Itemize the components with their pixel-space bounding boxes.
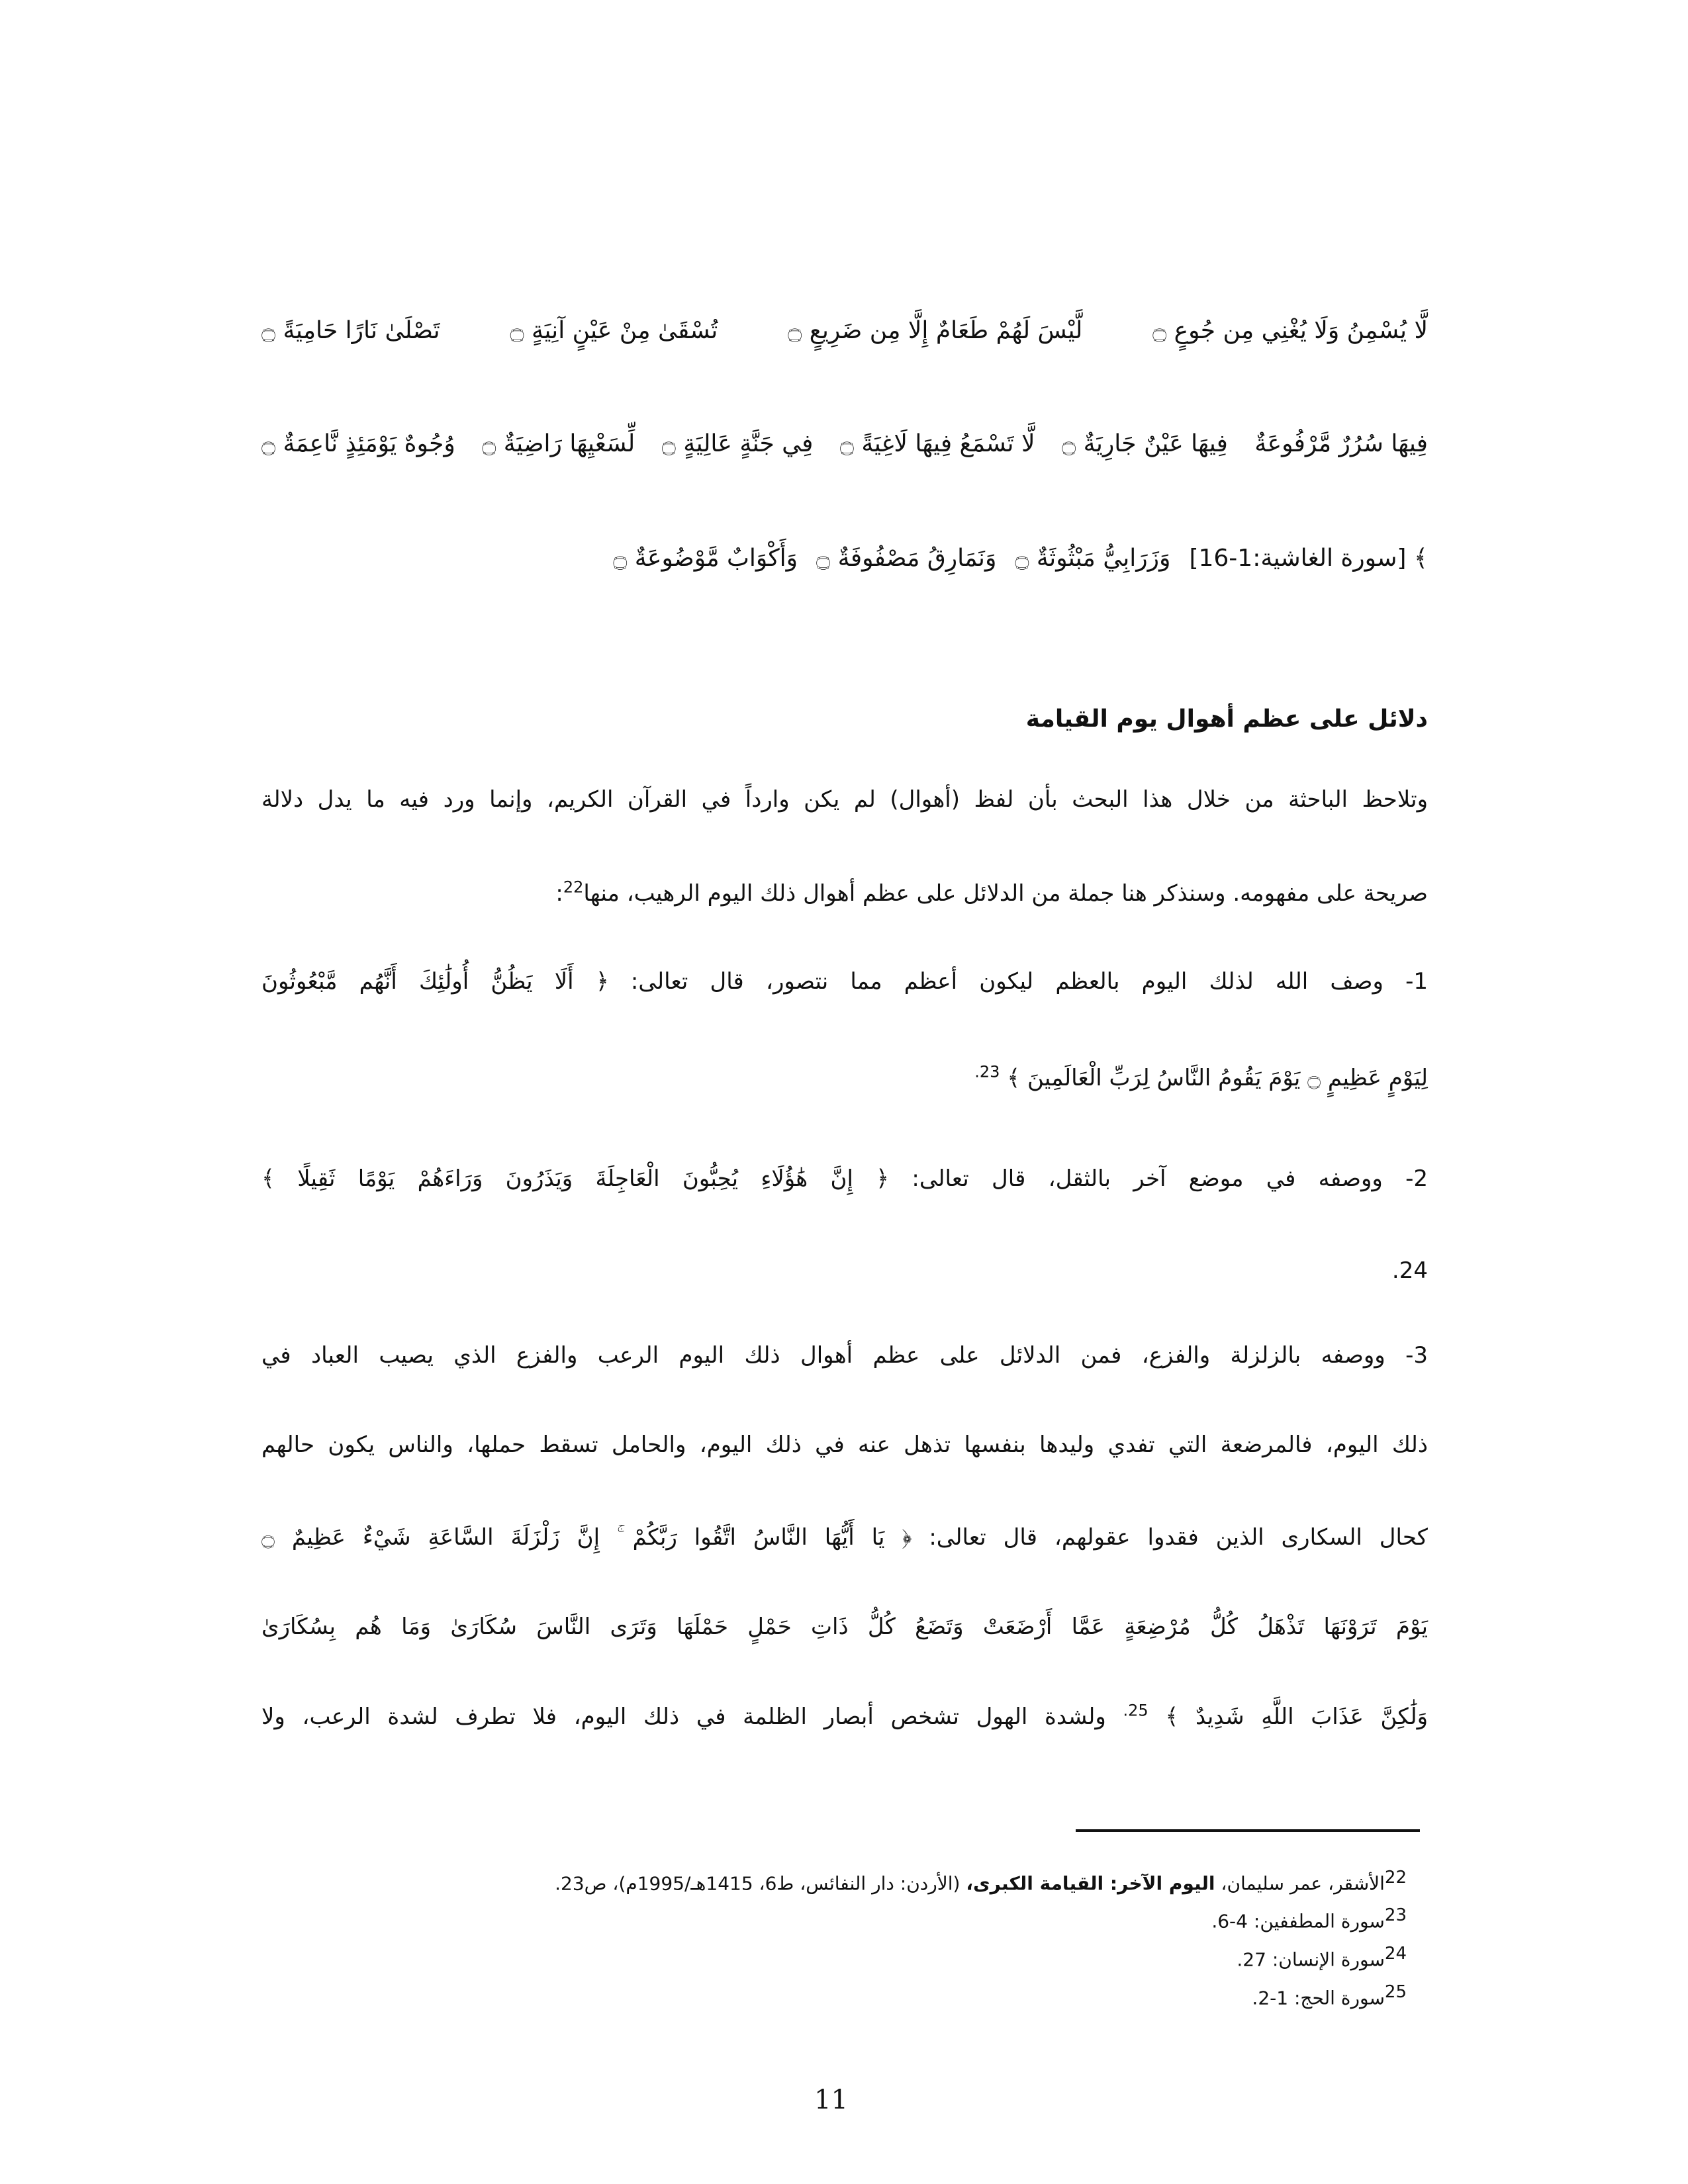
book-title: اليوم الآخر: القيامة الكبرى، xyxy=(966,1872,1215,1895)
paragraph-line: ذلك اليوم، فالمرضعة التي تفدي وليدها بنفسها تذهل عنه في ذلك اليوم، والحامل تسقط حملها، والناس يكون حالهم xyxy=(261,1432,1428,1458)
paragraph-line: وتلاحظ الباحثة من خلال هذا البحث بأن لفظ (أهوال) لم يكن وارداً في القرآن الكريم، وإنما ورد فيه ما يدل دلالة xyxy=(261,786,1428,813)
footnote-23 xyxy=(1211,1901,1407,1936)
text: صريحة على مفهومه. وسنذكر هنا جملة من الدلائل على عظم أهوال ذلك اليوم الرهيب، منها xyxy=(583,880,1428,907)
verse: فِيهَا سُرُرٌ مَّرْفُوعَةٌ xyxy=(1254,430,1428,457)
verse: فِي جَنَّةٍ عَالِيَةٍ ۝ xyxy=(661,430,814,457)
footnote-22 xyxy=(555,1863,1407,1898)
verse: تُسْقَىٰ مِنْ عَيْنٍ آنِيَةٍ ۝ xyxy=(510,317,718,344)
paragraph-line xyxy=(261,1697,1428,1737)
verse: لَّا يُسْمِنُ وَلَا يُغْنِي مِن جُوعٍ ۝ xyxy=(1152,317,1428,344)
text: سورة المطففين: 4-6. xyxy=(1211,1910,1385,1933)
verse: لَّيْسَ لَهُمْ طَعَامٌ إِلَّا مِن ضَرِيعٍ ۝ xyxy=(788,317,1083,344)
footnote-number: 22 xyxy=(1384,1868,1407,1888)
text: ولشدة الهول تشخص أبصار الظلمة في ذلك اليوم، فلا تطرف لشدة الرعب، ولا xyxy=(261,1704,1106,1730)
quran-line-1 xyxy=(261,311,1428,351)
text: لِيَوْمٍ عَظِيمٍ ۝ يَوْمَ يَقُومُ النَّاسُ لِرَبِّ الْعَالَمِينَ ﴾ xyxy=(1007,1065,1428,1091)
footnote-divider xyxy=(1076,1829,1420,1832)
text: سورة الحج: 1-2. xyxy=(1252,1987,1385,2009)
text: (الأردن: دار النفائس، ط6، 1415هـ/1995م)، ص23. xyxy=(555,1872,966,1895)
footnote-number: 24 xyxy=(1384,1944,1407,1964)
paragraph-line: كحال السكارى الذين فقدوا عقولهم، قال تعالى: ﴿ يَا أَيُّهَا النَّاسُ اتَّقُوا رَبَّكُمْ ۚ إِنَّ زَلْزَلَةَ السَّاعَةِ شَيْءٌ عَظِيمٌ ۝ xyxy=(261,1524,1428,1551)
text: سورة الإنسان: 27. xyxy=(1237,1948,1385,1971)
footnote-number: 23 xyxy=(1384,1905,1407,1925)
verse: وَأَكْوَابٌ مَّوْضُوعَةٌ ۝ xyxy=(613,545,798,572)
quran-line-3 xyxy=(261,539,1428,578)
text: : xyxy=(555,880,563,907)
section-heading: دلائل على عظم أهوال يوم القيامة xyxy=(1025,705,1428,733)
footnote-25 xyxy=(1252,1978,1407,2013)
citation: ﴾ [سورة الغاشية:1-16] xyxy=(1189,545,1428,572)
verse: وُجُوهٌ يَوْمَئِذٍ نَّاعِمَةٌ ۝ xyxy=(261,430,455,457)
verse: وَنَمَارِقُ مَصْفُوفَةٌ ۝ xyxy=(816,545,997,572)
verse: وَزَرَابِيُّ مَبْثُوثَةٌ ۝ xyxy=(1015,545,1171,572)
list-item-1: 1- وصف الله لذلك اليوم بالعظم ليكون أعظم مما نتصور، قال تعالى: ﴿ أَلَا يَظُنُّ أُولَٰئِكَ أَنَّهُم مَّبْعُوثُونَ xyxy=(261,968,1428,995)
footnote-24 xyxy=(1237,1939,1407,1974)
quran-line-2 xyxy=(261,424,1428,464)
paragraph-line xyxy=(261,1058,1428,1098)
paragraph-line xyxy=(261,874,1428,913)
text: وَلَٰكِنَّ عَذَابَ اللَّهِ شَدِيدٌ ﴾ xyxy=(1165,1704,1428,1730)
footnote-ref[interactable]: 25. xyxy=(1123,1701,1149,1720)
list-item-2: 2- ووصفه في موضع آخر بالثقل، قال تعالى: ﴿ إِنَّ هَٰؤُلَاءِ يُحِبُّونَ الْعَاجِلَةَ وَيَذَرُونَ وَرَاءَهُمْ يَوْمًا ثَقِيلًا ﴾ xyxy=(261,1165,1428,1192)
footnote-number: 25 xyxy=(1384,1982,1407,2002)
page-number: 11 xyxy=(814,2085,848,2115)
verse: لَّا تَسْمَعُ فِيهَا لَاغِيَةً ۝ xyxy=(839,430,1035,457)
verse: فِيهَا عَيْنٌ جَارِيَةٌ ۝ xyxy=(1062,430,1228,457)
footnote-ref[interactable]: 23. xyxy=(974,1062,1000,1081)
text: الأشقر، عمر سليمان، xyxy=(1215,1872,1385,1895)
verse: لِّسَعْيِهَا رَاضِيَةٌ ۝ xyxy=(482,430,635,457)
footnote-ref[interactable]: 22 xyxy=(563,878,584,897)
verse: تَصْلَىٰ نَارًا حَامِيَةً ۝ xyxy=(261,317,440,344)
footnote-ref[interactable]: 24. xyxy=(1391,1257,1428,1284)
paragraph-line: يَوْمَ تَرَوْنَهَا تَذْهَلُ كُلُّ مُرْضِعَةٍ عَمَّا أَرْضَعَتْ وَتَضَعُ كُلُّ ذَاتِ حَمْلٍ حَمْلَهَا وَتَرَى النَّاسَ سُكَارَىٰ وَمَا هُم بِسُكَارَىٰ xyxy=(261,1614,1428,1640)
list-item-3: 3- ووصفه بالزلزلة والفزع، فمن الدلائل على عظم أهوال ذلك اليوم الرعب والفزع الذي يصيب العباد في xyxy=(261,1342,1428,1369)
